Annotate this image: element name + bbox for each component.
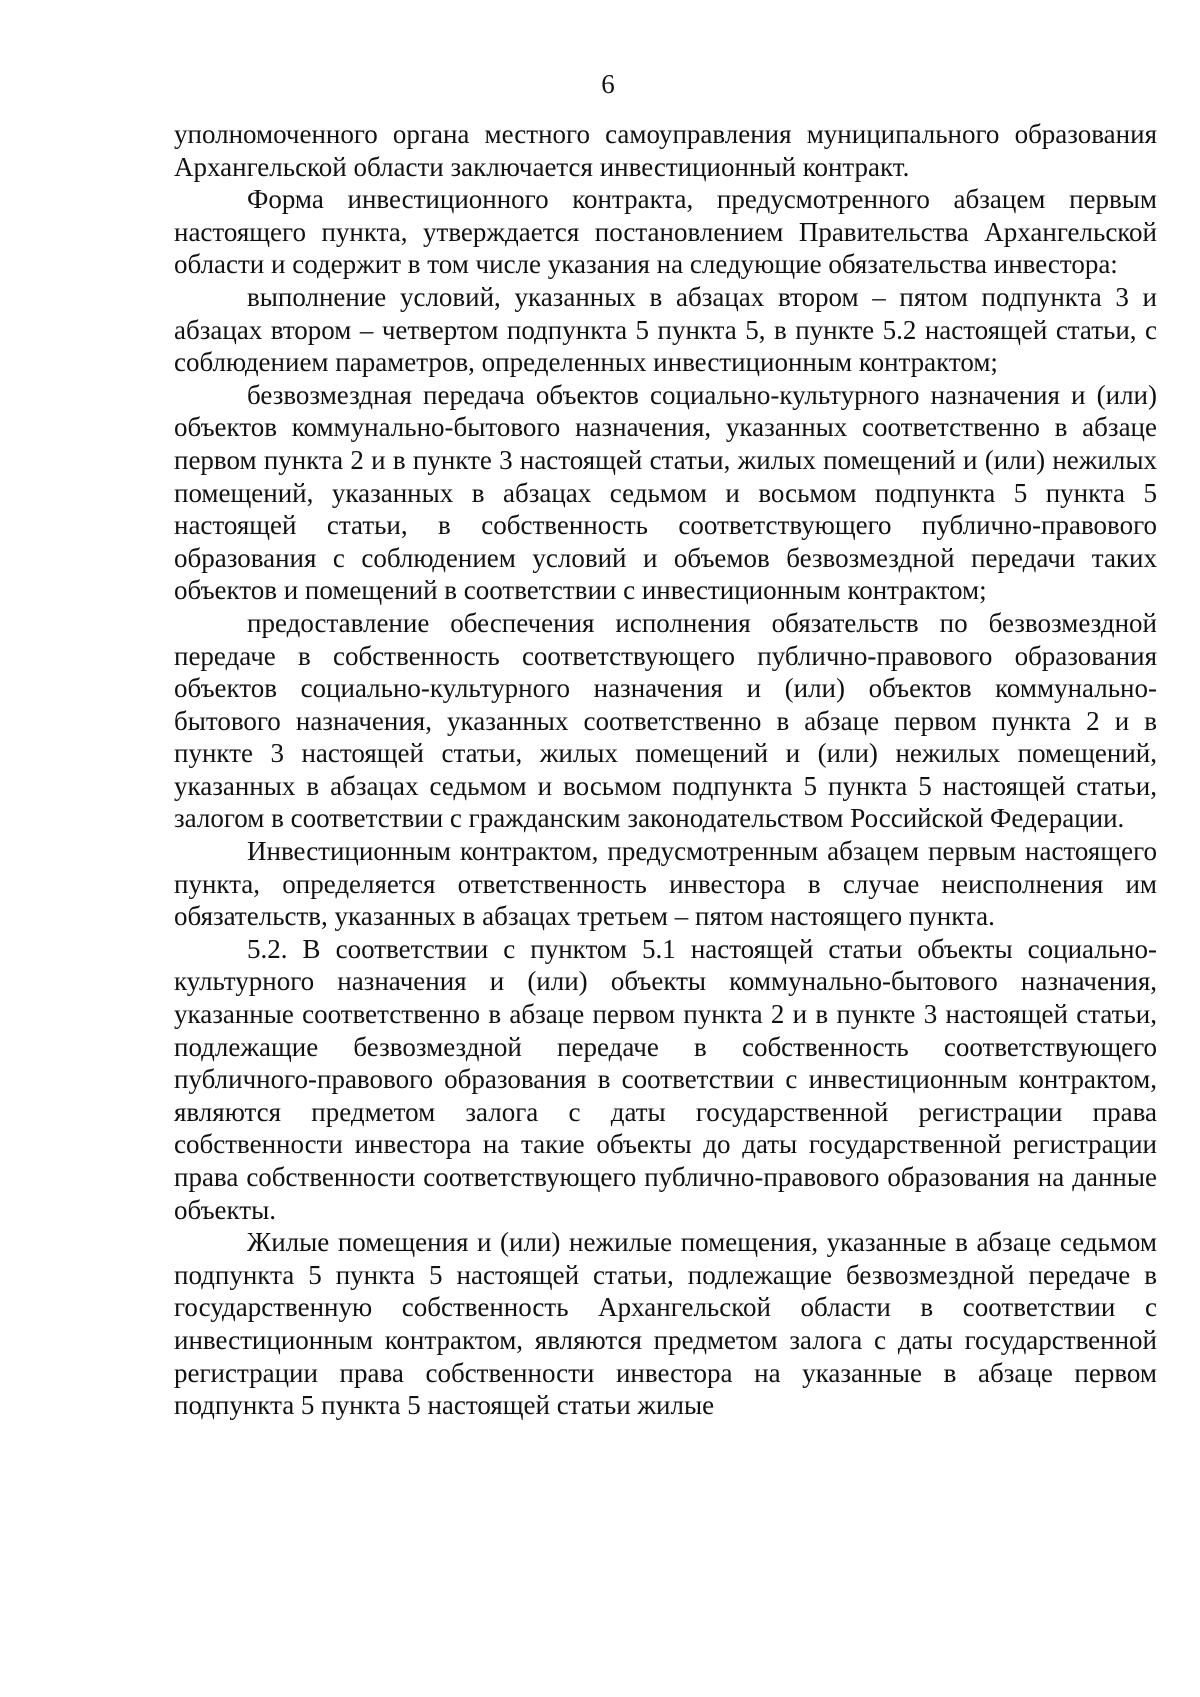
paragraph-contract-form: Форма инвестиционного контракта, предусмотренного абзацем первым настоящего пункта, утверждается постановлением Правительства Архангельской области и содержит в том числе указания на следующие обязательства инвестора: [174, 184, 1157, 280]
paragraph-investor-liability: Инвестиционным контрактом, предусмотренным абзацем первым настоящего пункта, определяется ответственность инвестора в случае неисполнения им обязательств, указанных в абзацах третьем – пятом настоящего пункта. [174, 836, 1157, 932]
document-body [174, 118, 1157, 1422]
paragraph-obligation-conditions: выполнение условий, указанных в абзацах втором – пятом подпункта 3 и абзацах втором – четвертом подпункта 5 пункта 5, в пункте 5.2 настоящей статьи, с соблюдением параметров, определенных инвестиционным контрактом; [174, 281, 1157, 378]
paragraph-section-5-2: 5.2. В соответствии с пунктом 5.1 настоящей статьи объекты социально-культурного назначения и (или) объекты коммунально-бытового назначения, указанные соответственно в абзаце первом пункта 2 и в пункте 3 настоящей статьи, подлежащие безвозмездной передаче в собственность соответствующего публичного-правового образования в соответствии с инвестиционным контрактом, являются предметом залога с даты государственной регистрации права собственности инвестора на такие объекты до даты государственной регистрации права собственности соответствующего публично-правового образования на данные объекты. [174, 933, 1157, 1225]
paragraph-obligation-transfer: безвозмездная передача объектов социально-культурного назначения и (или) объектов коммунально-бытового назначения, указанных соответственно в абзаце первом пункта 2 и в пункте 3 настоящей статьи, жилых помещений и (или) нежилых помещений, указанных в абзацах седьмом и восьмом подпункта 5 пункта 5 настоящей статьи, в собственность соответствующего публично-правового образования с соблюдением условий и объемов безвозмездной передачи таких объектов и помещений в соответствии с инвестиционным контрактом; [174, 379, 1157, 606]
paragraph-premises-pledge: Жилые помещения и (или) нежилые помещения, указанные в абзаце седьмом подпункта 5 пункта 5 настоящей статьи, подлежащие безвозмездной передаче в государственную собственность Архангельской области в соответствии с инвестиционным контрактом, являются предметом залога с даты государственной регистрации права собственности инвестора на указанные в абзаце первом подпункта 5 пункта 5 настоящей статьи жилые [174, 1227, 1157, 1421]
page-number: 6 [601, 69, 615, 99]
paragraph-obligation-security: предоставление обеспечения исполнения обязательств по безвозмездной передаче в собственность соответствующего публично-правового образования объектов социально-культурного назначения и (или) объектов коммунально-бытового назначения, указанных соответственно в абзаце первом пункта 2 и в пункте 3 настоящей статьи, жилых помещений и (или) нежилых помещений, указанных в абзацах седьмом и восьмом подпункта 5 пункта 5 настоящей статьи, залогом в соответствии с гражданским законодательством Российской Федерации. [174, 607, 1157, 834]
paragraph-contract-conclusion: уполномоченного органа местного самоуправления муниципального образования Архангельской области заключается инвестиционный контракт. [174, 119, 1157, 182]
